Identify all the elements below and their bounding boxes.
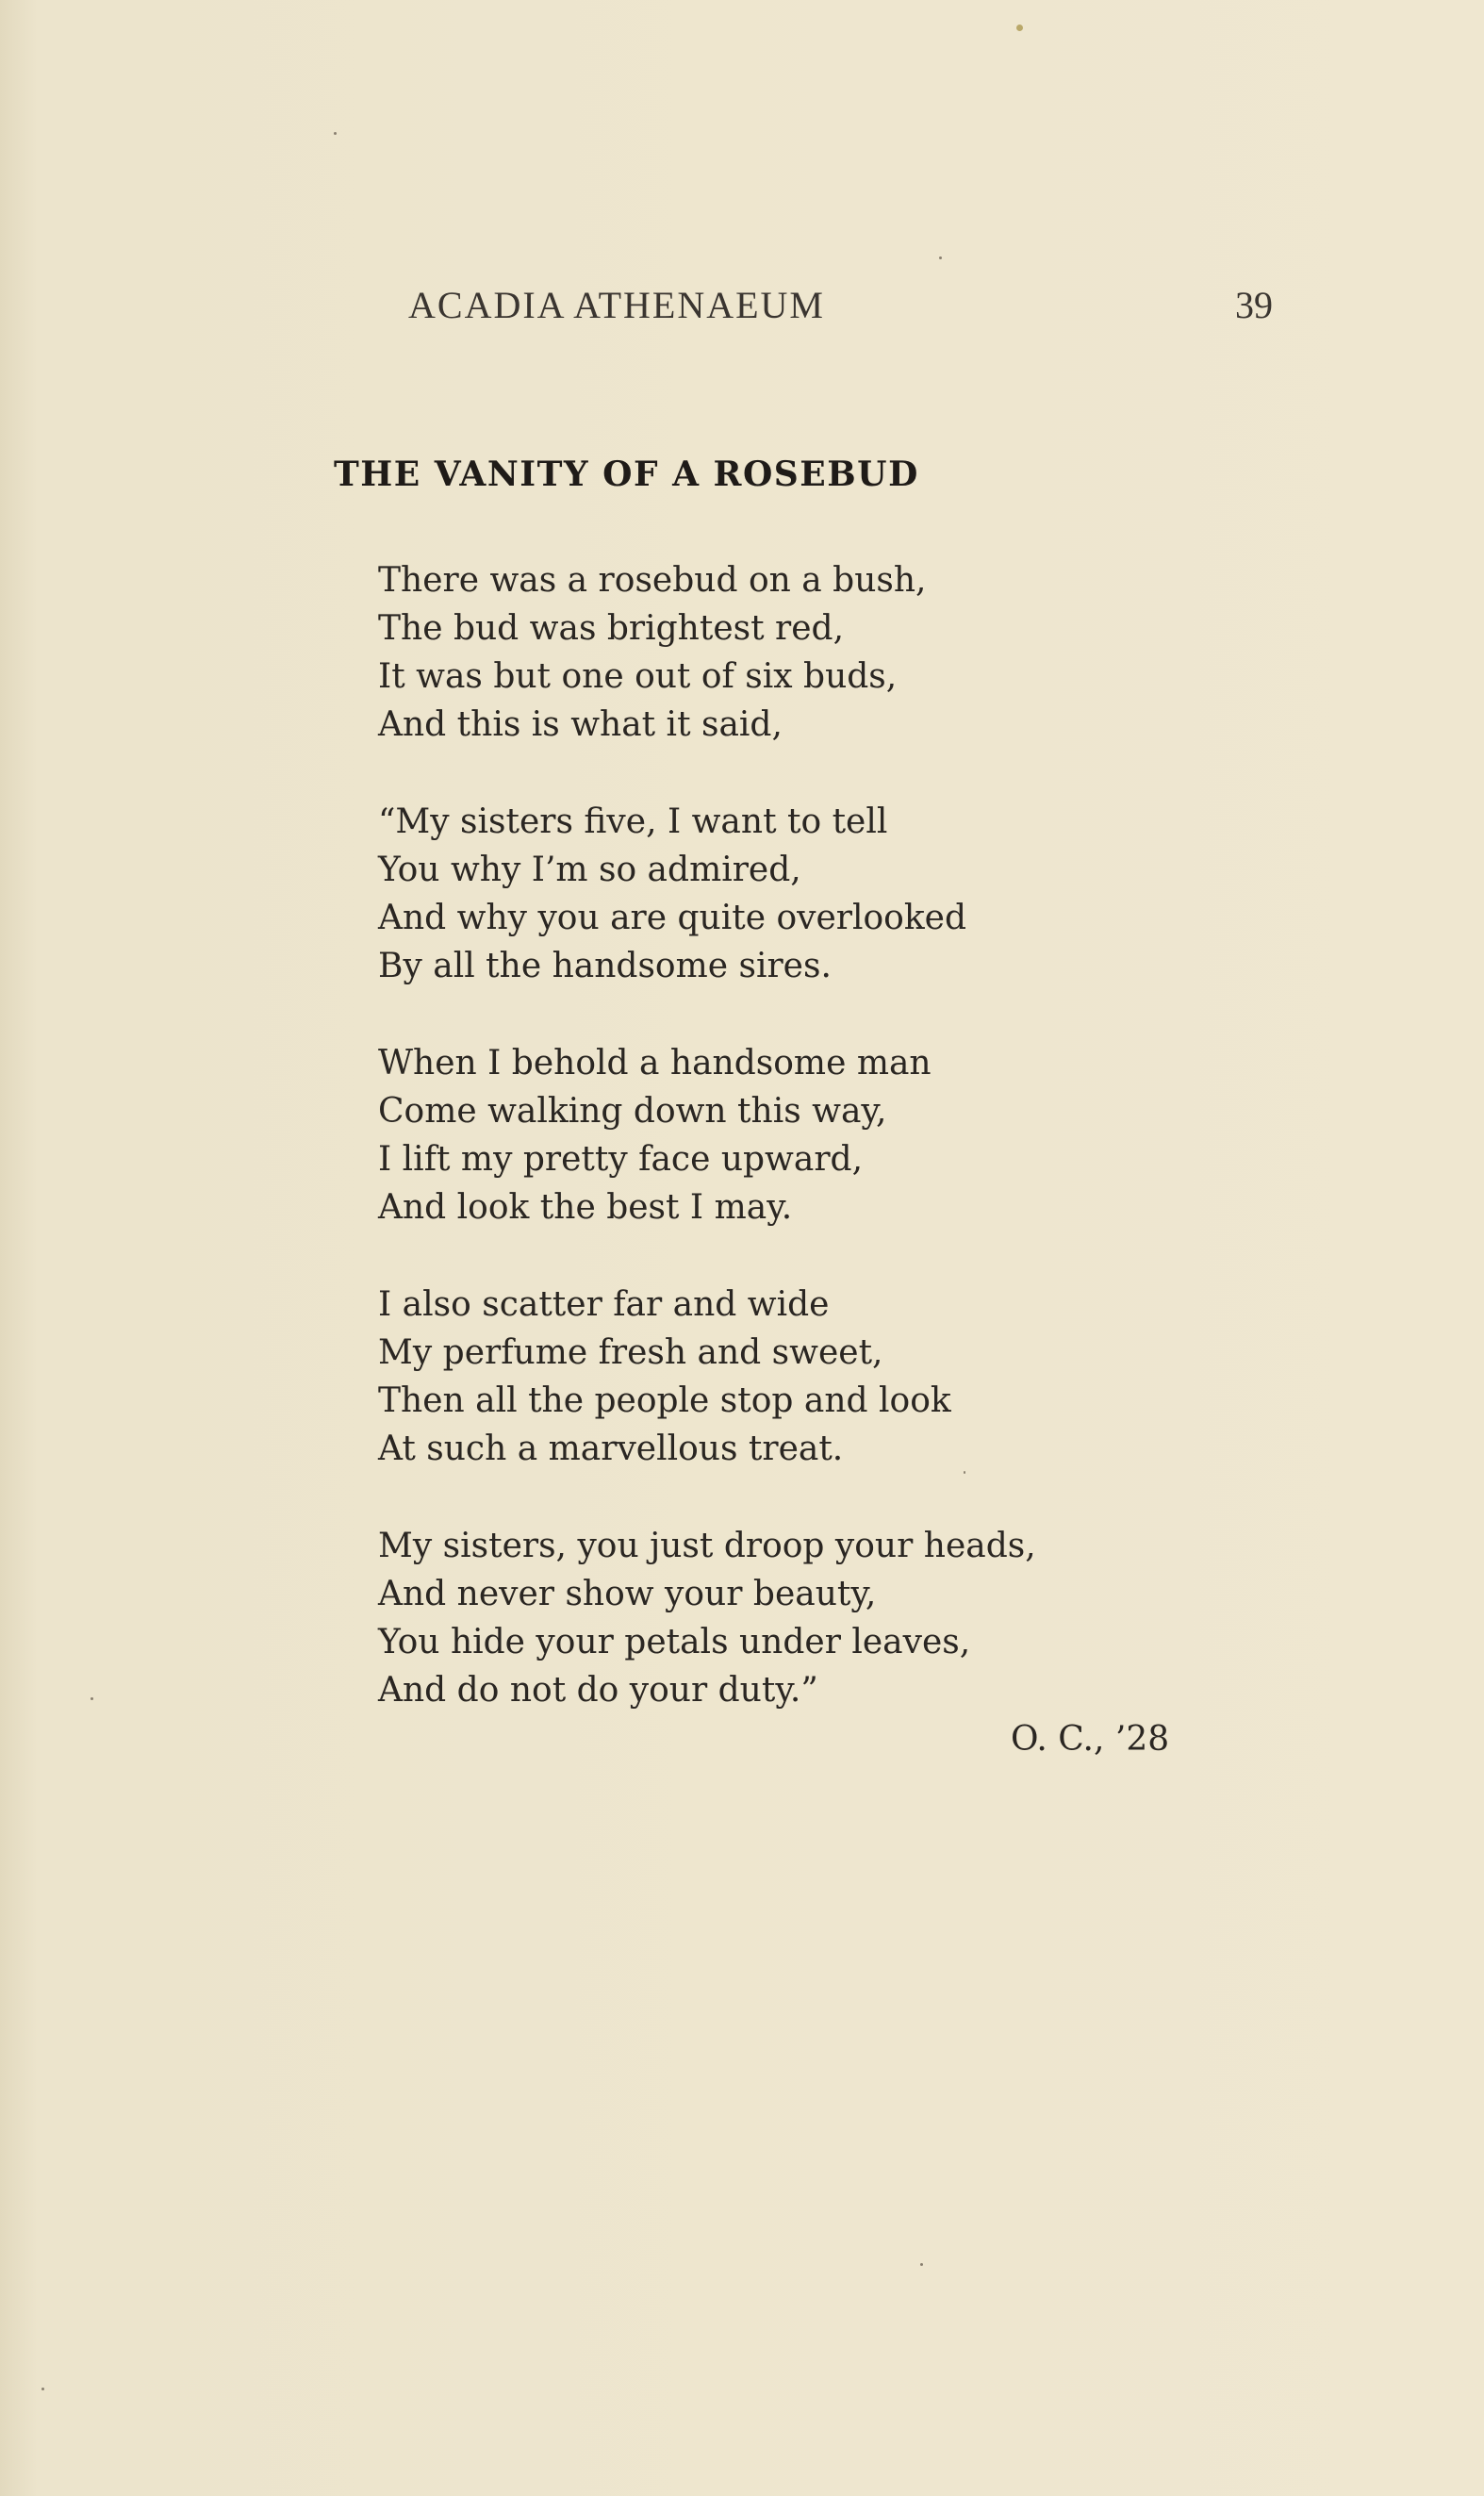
paper-speck [964, 1471, 965, 1474]
page-number: 39 [1235, 284, 1273, 326]
poem-body [378, 556, 1151, 1763]
poem-line: There was a rosebud on a bush, [378, 561, 927, 600]
poem-line: The bud was brightest red, [378, 609, 845, 648]
poem-line: By all the handsome sires. [378, 947, 832, 985]
poem-line: Come walking down this way, [378, 1092, 887, 1131]
poem-line: When I behold a handsome man [378, 1044, 932, 1083]
author-signature: O. C., ’28 [1011, 1720, 1170, 1759]
stanza-5 [378, 1522, 1151, 1714]
stanza-3 [378, 1039, 1151, 1231]
poem-line: At such a marvellous treat. [378, 1430, 844, 1468]
poem-line: And why you are quite overlooked [378, 899, 967, 937]
poem-line: And never show your beauty, [378, 1575, 877, 1613]
poem-line: “My sisters five, I want to tell [378, 802, 888, 841]
poem-line: Then all the people stop and look [378, 1381, 951, 1420]
poem-line: You why I’m so admired, [378, 851, 801, 889]
stanza-2 [378, 798, 1151, 990]
paper-speck [91, 1697, 93, 1700]
stanza-4 [378, 1281, 1151, 1473]
poem-line: You hide your petals under leaves, [378, 1623, 971, 1661]
paper-speck [1016, 25, 1023, 31]
poem-line: And look the best I may. [378, 1188, 793, 1227]
running-title: ACADIA ATHENAEUM [408, 284, 825, 326]
poem-title: THE VANITY OF A ROSEBUD [334, 455, 919, 494]
poem-line: It was but one out of six buds, [378, 657, 898, 696]
poem-line: And do not do your duty.” [378, 1671, 818, 1710]
paper-speck [334, 132, 337, 135]
poem-line: And this is what it said, [378, 705, 783, 744]
paper-speck [939, 256, 942, 259]
poem-line: My perfume fresh and sweet, [378, 1333, 883, 1372]
poem-line: My sisters, you just droop your heads, [378, 1527, 1036, 1565]
stanza-1 [378, 556, 1151, 749]
paper-speck [920, 2263, 923, 2266]
paper-speck [41, 2388, 44, 2390]
poem-line: I also scatter far and wide [378, 1285, 830, 1324]
poem-line: I lift my pretty face upward, [378, 1140, 864, 1179]
